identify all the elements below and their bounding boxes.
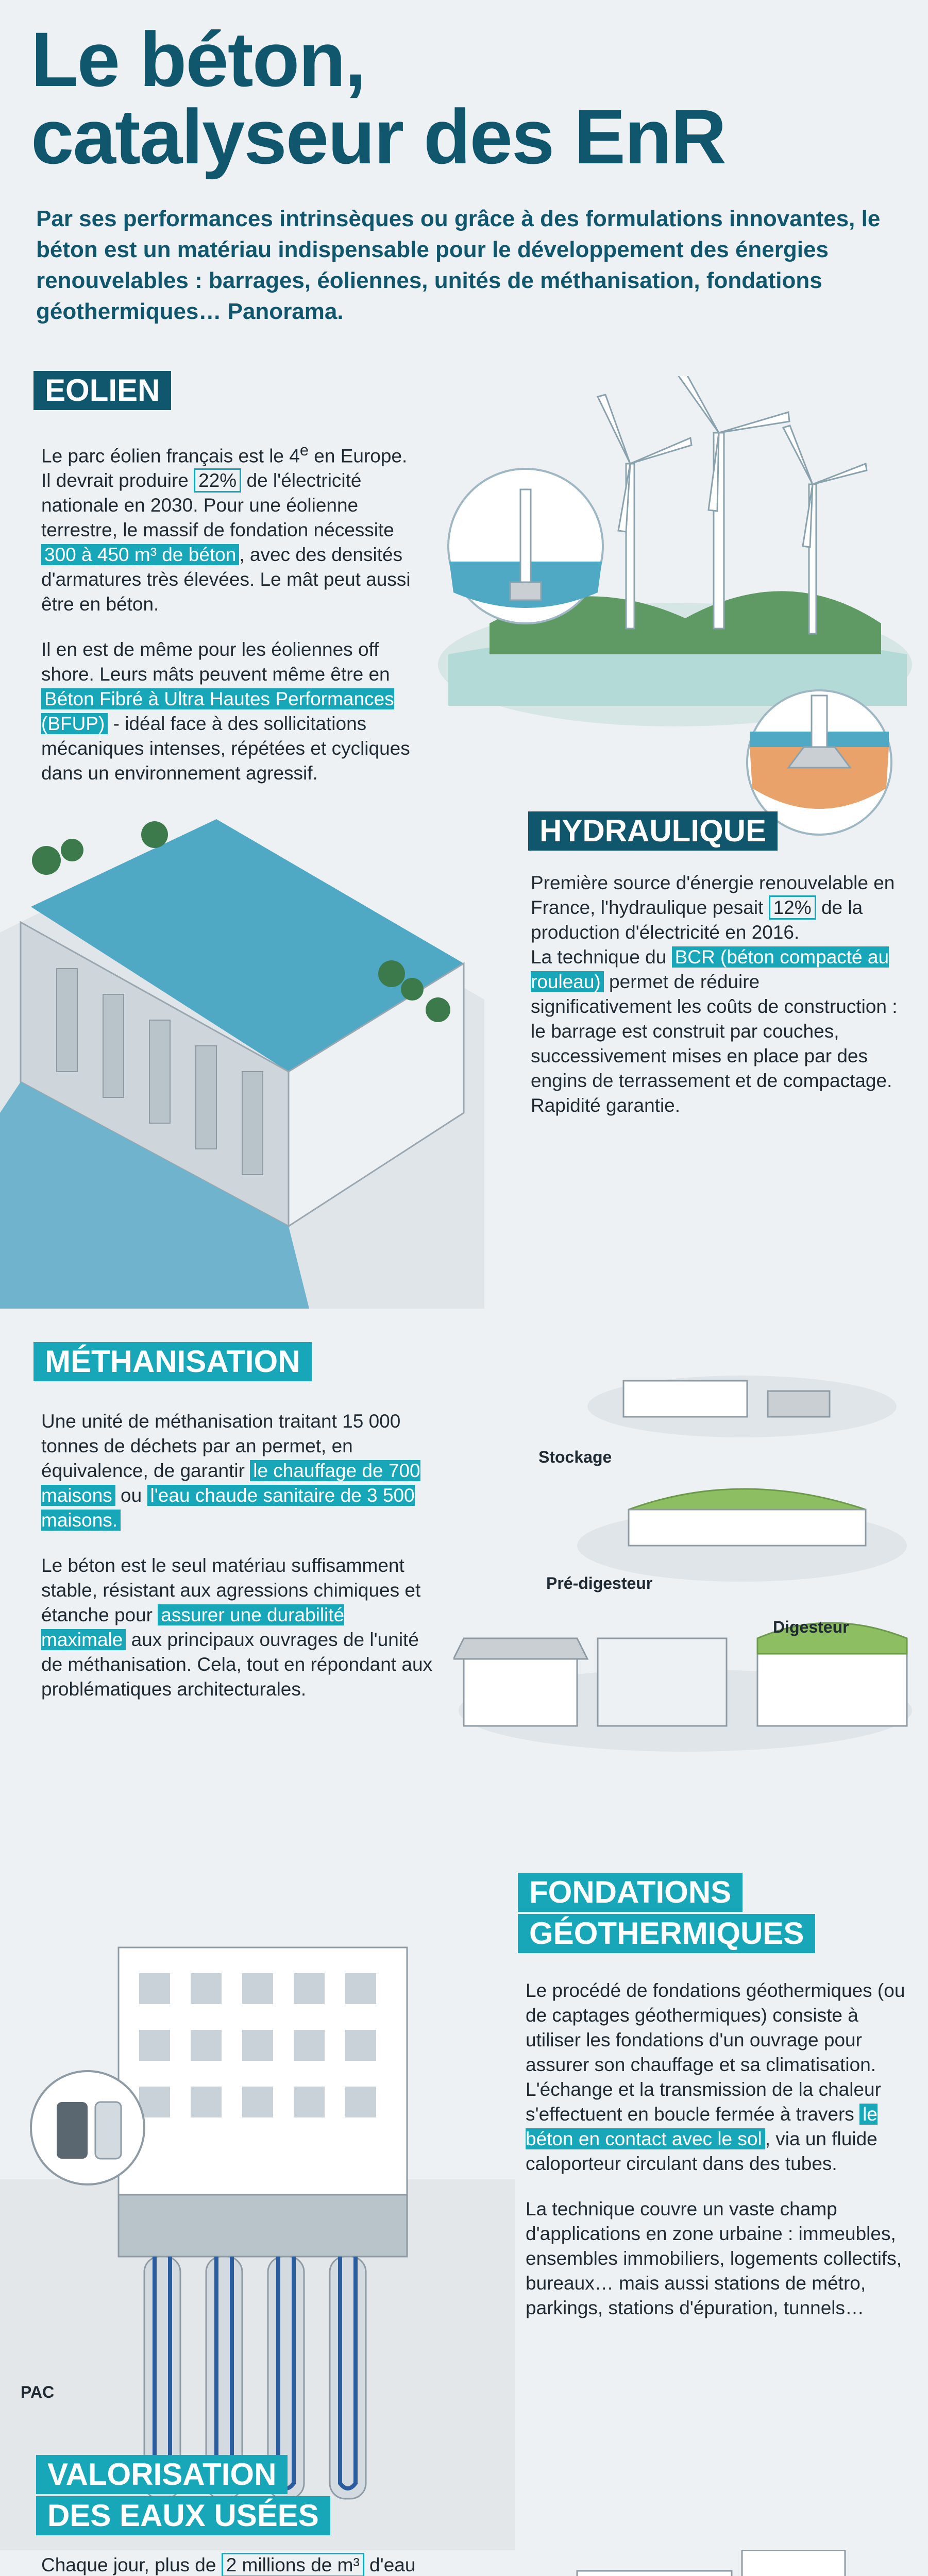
dam-illustration — [0, 804, 505, 1309]
highlight-bfup: Béton Fibré à Ultra Hautes Performances (BFUP) — [41, 688, 394, 735]
section-hydraulique-title-wrap — [528, 811, 778, 851]
eolien-paragraph-1: Le parc éolien français est le 4e en Europe. Il devrait produire 22% de l'électricité nationale en 2030. Pour une éolienne terrestre, le massif de fondation nécessite 300 à 450 m³ de béton , avec des densités d'armatures très élevées. Le mât peut aussi être en béton. — [41, 441, 411, 615]
section-methanisation-title: MÉTHANISATION — [33, 1342, 312, 1381]
hydraulique-paragraph-1: Première source d'énergie renouvelable en France, l'hydraulique pesait 12% de la production d'électricité en 2016. — [531, 872, 895, 943]
section-methanisation-text — [41, 1409, 433, 1722]
section-eolien-title: EOLIEN — [33, 371, 171, 410]
label-pac: PAC — [21, 2383, 55, 2401]
methanisation-paragraph-1: Une unité de méthanisation traitant 15 000 tonnes de déchets par an permet, en équivalence, de garantir le chauffage de 700 maisons ou l'eau chaude sanitaire de 3 500 maisons. — [41, 1411, 420, 1531]
wastewater-illustration — [464, 2550, 917, 2576]
highlight-durabilite: assurer une durabilité maximale — [41, 1604, 345, 1650]
title-line-1: Le béton, — [31, 16, 365, 103]
highlight-3500-maisons: l'eau chaude sanitaire de 3 500 maisons. — [41, 1485, 415, 1531]
highlight-2-millions: 2 millions de m³ — [222, 2553, 364, 2576]
highlight-beton-volume: 300 à 450 m³ de béton — [41, 544, 239, 565]
section-eaux-title-wrap — [36, 2455, 330, 2535]
label-stockage: Stockage — [538, 1448, 612, 1466]
geothermie-paragraph-2: La technique couvre un vaste champ d'applications en zone urbaine : immeubles, ensembles immobiliers, logements collectifs, bureaux… mais aussi stations de métro, parkings, stations d'épuration, tunnels… — [526, 2198, 902, 2318]
geothermal-foundations-illustration — [0, 1906, 515, 2550]
label-digesteur: Digesteur — [773, 1618, 849, 1636]
section-eaux-text — [41, 2553, 433, 2576]
highlight-beton-sol: le béton en contact avec le sol — [526, 2104, 878, 2149]
section-eaux-title-1: VALORISATION — [36, 2455, 288, 2494]
highlight-12: 12% — [769, 895, 816, 920]
section-geothermie-title-2: GÉOTHERMIQUES — [518, 1914, 815, 1953]
highlight-bcr: BCR (béton compacté au rouleau) — [531, 946, 889, 992]
section-geothermie-text — [526, 1978, 907, 2341]
section-eaux-title-2: DES EAUX USÉES — [36, 2496, 330, 2535]
hydraulique-paragraph-2: La technique du BCR (béton compacté au rouleau) permet de réduire significativement les coûts de construction : le barrage est construit par couches, successivement mises en place par des engins de terrassement et de compactage. Rapidité garantie. — [531, 946, 898, 1116]
section-geothermie-title-1: FONDATIONS — [518, 1873, 743, 1912]
page-title — [31, 16, 725, 180]
section-methanisation-title-wrap — [33, 1342, 312, 1381]
methanisation-illustration — [453, 1350, 917, 1762]
section-eolien-text — [41, 438, 412, 806]
section-hydraulique-title: HYDRAULIQUE — [528, 811, 778, 851]
intro-text: Par ses performances intrinsèques ou grâce à des formulations innovantes, le béton est un matériau indispensable pour le développement des énergies renouvelables : barrages, éoliennes, unités de méthanisation, fondations géothermiques… Panorama. — [36, 206, 881, 324]
highlight-22: 22% — [194, 468, 241, 493]
methanisation-paragraph-2: Le béton est le seul matériau suffisamment stable, résistant aux agressions chimiques et étanche pour assurer une durabilité maximale aux principaux ouvrages de l'unité de méthanisation. Cela, tout en répondant aux problématiques architecturales. — [41, 1555, 433, 1700]
section-eolien-title-wrap — [33, 371, 171, 410]
label-predigesteur: Pré-digesteur — [546, 1574, 653, 1592]
section-hydraulique-text — [531, 871, 902, 1139]
eolien-paragraph-2: Il en est de même pour les éoliennes off shore. Leurs mâts peuvent même être en Béton Fibré à Ultra Hautes Performances (BFUP) - idéal face à des sollicitations mécaniques intenses, répétées et cycliques dans un environnement agressif. — [41, 639, 410, 784]
highlight-700-maisons: le chauffage de 700 maisons — [41, 1460, 420, 1506]
eaux-paragraph-1: Chaque jour, plus de 2 millions de m³ d'eau — [41, 2553, 433, 2576]
geothermie-paragraph-1: Le procédé de fondations géothermiques (ou de captages géothermiques) consiste à utiliser les fondations d'un ouvrage pour assurer son chauffage et sa climatisation. L'échange et la transmission de la chaleur s'effectuent en boucle fermée à travers le béton en contact avec le sol , via un fluide caloporteur circulant dans des tubes. — [526, 1980, 905, 2174]
title-line-2: catalyseur des EnR — [31, 93, 725, 180]
section-geothermie-title-wrap — [518, 1873, 815, 1953]
